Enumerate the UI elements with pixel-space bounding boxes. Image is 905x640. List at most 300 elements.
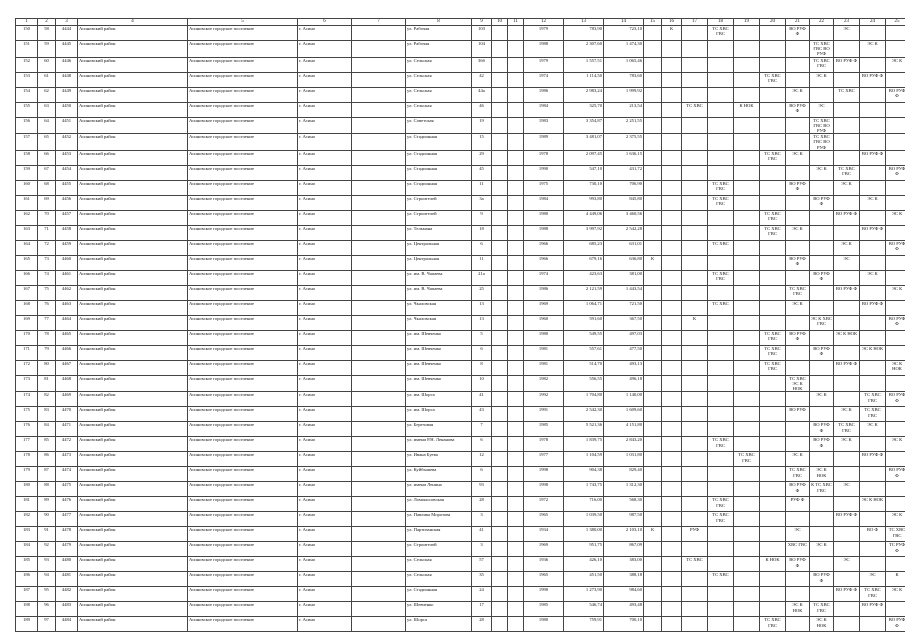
- work-cell: [644, 557, 662, 572]
- empty-cell: [352, 437, 406, 452]
- building-id: 4460: [56, 255, 78, 270]
- work-cell: [734, 407, 760, 422]
- empty-cell: [492, 255, 508, 270]
- work-cell: [860, 210, 886, 225]
- work-cell: [708, 482, 734, 497]
- building-id: 4464: [56, 315, 78, 330]
- living-area-cell: 493,48: [604, 602, 644, 617]
- settlement-cell: Асиновское городское поселение: [188, 527, 298, 542]
- total-area-cell: 3 997,92: [564, 225, 604, 240]
- empty-cell: [352, 255, 406, 270]
- work-cell: [810, 557, 834, 572]
- empty-cell: [508, 407, 524, 422]
- building-id: 4450: [56, 102, 78, 117]
- work-cell: ТС ХВС ГВС: [708, 195, 734, 210]
- empty-cell: [508, 527, 524, 542]
- settlement-cell: Асиновское городское поселение: [188, 225, 298, 240]
- city-cell: г. Асино: [298, 497, 352, 512]
- empty-cell: [352, 527, 406, 542]
- house-number-cell: 46: [472, 102, 492, 117]
- empty-cell: [508, 330, 524, 345]
- sub-number: 82: [38, 392, 56, 407]
- empty-cell: [352, 392, 406, 407]
- district-cell: Асиновский район: [78, 150, 188, 165]
- work-cell: [682, 497, 708, 512]
- work-cell: ЭС К НОК: [886, 360, 905, 375]
- work-cell: [682, 117, 708, 134]
- work-cell: [860, 117, 886, 134]
- header-row: [16, 19, 905, 26]
- total-area-cell: 1 273,90: [564, 587, 604, 602]
- work-cell: [734, 557, 760, 572]
- work-cell: [644, 240, 662, 255]
- row-number: 188: [16, 602, 38, 617]
- table-row: [16, 467, 905, 482]
- work-cell: [682, 437, 708, 452]
- total-area-cell: 783,90: [564, 26, 604, 41]
- empty-cell: [508, 422, 524, 437]
- work-cell: ВО РУФ Ф: [860, 452, 886, 467]
- table-row: [16, 134, 905, 151]
- work-cell: [860, 360, 886, 375]
- city-cell: г. Асино: [298, 330, 352, 345]
- work-cell: [834, 41, 860, 58]
- work-cell: [682, 512, 708, 527]
- city-cell: г. Асино: [298, 210, 352, 225]
- table-row: [16, 180, 905, 195]
- year-cell: 1988: [524, 225, 564, 240]
- work-cell: [760, 195, 786, 210]
- work-cell: [734, 72, 760, 87]
- work-cell: ЭС: [834, 482, 860, 497]
- work-cell: [786, 617, 810, 632]
- work-cell: [644, 452, 662, 467]
- house-number-cell: 3: [472, 512, 492, 527]
- work-cell: [734, 26, 760, 41]
- settlement-cell: Асиновское городское поселение: [188, 360, 298, 375]
- empty-cell: [508, 602, 524, 617]
- column-number-header: 3: [56, 19, 78, 26]
- work-cell: [886, 557, 905, 572]
- work-cell: ВО РУФ Ф: [834, 512, 860, 527]
- year-cell: 1983: [524, 117, 564, 134]
- work-cell: ТС ХВС ГВС: [708, 497, 734, 512]
- work-cell: ТС ХВС ГВС: [708, 512, 734, 527]
- row-number: 150: [16, 26, 38, 41]
- total-area-cell: 5 521,36: [564, 422, 604, 437]
- work-cell: ВО РУФ Ф: [860, 300, 886, 315]
- table-row: [16, 557, 905, 572]
- work-cell: [886, 41, 905, 58]
- total-area-cell: 549,55: [564, 330, 604, 345]
- work-cell: [662, 360, 682, 375]
- building-id: 4478: [56, 527, 78, 542]
- work-cell: ЭС К: [886, 587, 905, 602]
- row-number: 183: [16, 527, 38, 542]
- total-area-cell: 904,38: [564, 467, 604, 482]
- house-number-cell: 6: [472, 240, 492, 255]
- work-cell: [834, 527, 860, 542]
- work-cell: ВО РУФ Ф: [860, 150, 886, 165]
- empty-cell: [492, 360, 508, 375]
- empty-cell: [492, 482, 508, 497]
- work-cell: [760, 270, 786, 285]
- work-cell: [662, 240, 682, 255]
- table-row: [16, 195, 905, 210]
- empty-cell: [492, 102, 508, 117]
- street-cell: ул. Рабочая: [406, 26, 472, 41]
- work-cell: [662, 330, 682, 345]
- sub-number: 87: [38, 467, 56, 482]
- total-area-cell: 546,74: [564, 602, 604, 617]
- work-cell: [662, 180, 682, 195]
- work-cell: [860, 165, 886, 180]
- street-cell: ул. Тельмана: [406, 225, 472, 240]
- year-cell: 1979: [524, 26, 564, 41]
- sub-number: 72: [38, 240, 56, 255]
- row-number: 170: [16, 330, 38, 345]
- work-cell: ТС ХВС ГВС: [708, 270, 734, 285]
- street-cell: ул. Советская: [406, 117, 472, 134]
- empty-cell: [492, 41, 508, 58]
- street-cell: ул. имени Ленина: [406, 482, 472, 497]
- work-cell: ЭС К: [834, 437, 860, 452]
- empty-cell: [352, 180, 406, 195]
- work-cell: [760, 117, 786, 134]
- row-number: 157: [16, 134, 38, 151]
- work-cell: [860, 437, 886, 452]
- city-cell: г. Асино: [298, 572, 352, 587]
- year-cell: 1980: [524, 617, 564, 632]
- work-cell: [734, 300, 760, 315]
- house-number-cell: 41: [472, 392, 492, 407]
- total-area-cell: 557,61: [564, 345, 604, 360]
- work-cell: [786, 165, 810, 180]
- work-cell: [644, 285, 662, 300]
- work-cell: ВО РУФ Ф: [886, 240, 905, 255]
- empty-cell: [492, 330, 508, 345]
- work-cell: [682, 330, 708, 345]
- work-cell: ЭС К: [786, 87, 810, 102]
- work-cell: ВО РУФ Ф: [786, 255, 810, 270]
- work-cell: [834, 467, 860, 482]
- city-cell: г. Асино: [298, 72, 352, 87]
- living-area-cell: 1 443,54: [604, 285, 644, 300]
- column-number-header: 10: [492, 19, 508, 26]
- house-number-cell: 15: [472, 134, 492, 151]
- work-cell: [760, 165, 786, 180]
- work-cell: [734, 392, 760, 407]
- street-cell: ул. Стадионная: [406, 180, 472, 195]
- total-area-cell: 716,00: [564, 497, 604, 512]
- work-cell: ЭС: [860, 572, 886, 587]
- building-id: 4480: [56, 557, 78, 572]
- house-number-cell: 19: [472, 117, 492, 134]
- house-number-cell: 21а: [472, 270, 492, 285]
- work-cell: ЭС К: [834, 407, 860, 422]
- empty-cell: [352, 330, 406, 345]
- work-cell: [886, 270, 905, 285]
- work-cell: К: [644, 527, 662, 542]
- work-cell: [662, 617, 682, 632]
- work-cell: [810, 497, 834, 512]
- work-cell: [682, 300, 708, 315]
- work-cell: [834, 572, 860, 587]
- street-cell: ул. Куйбышева: [406, 467, 472, 482]
- street-cell: ул. имени Р.Н. Ленанова: [406, 437, 472, 452]
- row-number: 172: [16, 360, 38, 375]
- table-row: [16, 300, 905, 315]
- work-cell: [682, 542, 708, 557]
- work-cell: [682, 407, 708, 422]
- empty-cell: [492, 375, 508, 392]
- work-cell: [644, 572, 662, 587]
- work-cell: [886, 602, 905, 617]
- city-cell: г. Асино: [298, 195, 352, 210]
- row-number: 181: [16, 497, 38, 512]
- sub-number: 77: [38, 315, 56, 330]
- work-cell: [682, 72, 708, 87]
- house-number-cell: 13: [472, 315, 492, 330]
- table-row: [16, 512, 905, 527]
- work-cell: ТС ХВС ГВС: [860, 407, 886, 422]
- work-cell: ЭС К: [860, 422, 886, 437]
- work-cell: [860, 240, 886, 255]
- street-cell: ул. Сельская: [406, 572, 472, 587]
- empty-cell: [492, 225, 508, 240]
- year-cell: 1969: [524, 300, 564, 315]
- work-cell: [834, 102, 860, 117]
- living-area-cell: 700,10: [604, 617, 644, 632]
- work-cell: ЭС К: [786, 300, 810, 315]
- empty-cell: [492, 572, 508, 587]
- row-number: 159: [16, 165, 38, 180]
- sub-number: 89: [38, 497, 56, 512]
- work-cell: [810, 26, 834, 41]
- work-cell: ЭС К: [886, 285, 905, 300]
- work-cell: [644, 542, 662, 557]
- building-id: 4462: [56, 285, 78, 300]
- empty-cell: [492, 210, 508, 225]
- row-number: 161: [16, 195, 38, 210]
- street-cell: ул. Строителей: [406, 195, 472, 210]
- street-cell: ул. им. Шорса: [406, 392, 472, 407]
- total-area-cell: 951,75: [564, 542, 604, 557]
- work-cell: [786, 437, 810, 452]
- row-number: 156: [16, 117, 38, 134]
- total-area-cell: 1 380,00: [564, 527, 604, 542]
- city-cell: г. Асино: [298, 392, 352, 407]
- table-row: [16, 375, 905, 392]
- living-area-cell: 723,10: [604, 26, 644, 41]
- work-cell: [860, 315, 886, 330]
- year-cell: 1969: [524, 542, 564, 557]
- work-cell: [662, 72, 682, 87]
- year-cell: 1974: [524, 72, 564, 87]
- work-cell: [644, 375, 662, 392]
- work-cell: [662, 195, 682, 210]
- work-cell: [886, 102, 905, 117]
- year-cell: 1936: [524, 557, 564, 572]
- work-cell: [860, 617, 886, 632]
- empty-cell: [352, 360, 406, 375]
- work-cell: ВО РУФ Ф: [786, 482, 810, 497]
- work-cell: ТС ХВС ГВС: [760, 330, 786, 345]
- work-cell: [708, 587, 734, 602]
- sub-number: 67: [38, 165, 56, 180]
- work-cell: ВО РУФ Ф: [834, 57, 860, 72]
- year-cell: 1988: [524, 41, 564, 58]
- district-cell: Асиновский район: [78, 117, 188, 134]
- year-cell: 1980: [524, 210, 564, 225]
- work-cell: ЭС К: [886, 57, 905, 72]
- empty-cell: [352, 315, 406, 330]
- work-cell: [644, 180, 662, 195]
- empty-cell: [492, 87, 508, 102]
- work-cell: [786, 134, 810, 151]
- empty-cell: [508, 392, 524, 407]
- column-number-header: 14: [604, 19, 644, 26]
- living-area-cell: 721,50: [604, 300, 644, 315]
- work-cell: [734, 345, 760, 360]
- work-cell: [644, 225, 662, 240]
- work-cell: [662, 512, 682, 527]
- work-cell: [886, 422, 905, 437]
- sub-number: 62: [38, 87, 56, 102]
- empty-cell: [492, 437, 508, 452]
- empty-cell: [492, 300, 508, 315]
- work-cell: [708, 392, 734, 407]
- row-number: 164: [16, 240, 38, 255]
- empty-cell: [352, 26, 406, 41]
- empty-cell: [508, 150, 524, 165]
- work-cell: [708, 557, 734, 572]
- work-cell: [644, 422, 662, 437]
- work-cell: [760, 285, 786, 300]
- work-cell: [662, 557, 682, 572]
- district-cell: Асиновский район: [78, 270, 188, 285]
- empty-cell: [352, 587, 406, 602]
- work-cell: [734, 617, 760, 632]
- work-cell: [760, 300, 786, 315]
- empty-cell: [492, 617, 508, 632]
- work-cell: [708, 602, 734, 617]
- work-cell: ВО РУФ Ф: [834, 360, 860, 375]
- building-id: 4474: [56, 467, 78, 482]
- work-cell: [860, 482, 886, 497]
- work-cell: ТС ХВС ГВС: [760, 345, 786, 360]
- district-cell: Асиновский район: [78, 300, 188, 315]
- work-cell: [708, 165, 734, 180]
- empty-cell: [352, 240, 406, 255]
- sub-number: 64: [38, 117, 56, 134]
- work-cell: [682, 255, 708, 270]
- city-cell: г. Асино: [298, 527, 352, 542]
- work-cell: [760, 87, 786, 102]
- street-cell: ул. Центральная: [406, 240, 472, 255]
- work-cell: [682, 225, 708, 240]
- work-cell: [734, 180, 760, 195]
- table-row: [16, 437, 905, 452]
- district-cell: Асиновский район: [78, 210, 188, 225]
- building-id: 4479: [56, 542, 78, 557]
- work-cell: ТС ХВС: [708, 300, 734, 315]
- work-cell: ТС ХВС ГВС: [860, 392, 886, 407]
- empty-cell: [508, 572, 524, 587]
- total-area-cell: 679,16: [564, 255, 604, 270]
- work-cell: [662, 225, 682, 240]
- work-cell: [786, 587, 810, 602]
- work-cell: [760, 57, 786, 72]
- row-number: 171: [16, 345, 38, 360]
- work-cell: ЭС К: [886, 512, 905, 527]
- empty-cell: [492, 117, 508, 134]
- empty-cell: [492, 587, 508, 602]
- work-cell: [662, 587, 682, 602]
- table-row: [16, 117, 905, 134]
- work-cell: ВО РУФ Ф: [886, 315, 905, 330]
- empty-cell: [508, 26, 524, 41]
- living-area-cell: 2 843,20: [604, 437, 644, 452]
- street-cell: ул. Центральная: [406, 255, 472, 270]
- sub-number: 76: [38, 300, 56, 315]
- year-cell: 1985: [524, 422, 564, 437]
- work-cell: ЭС К: [786, 225, 810, 240]
- empty-cell: [352, 452, 406, 467]
- work-cell: [734, 375, 760, 392]
- work-cell: [786, 512, 810, 527]
- row-number: 177: [16, 437, 38, 452]
- table-row: [16, 407, 905, 422]
- total-area-cell: 2 983,24: [564, 87, 604, 102]
- year-cell: 1990: [524, 587, 564, 602]
- work-cell: [760, 602, 786, 617]
- work-cell: [644, 102, 662, 117]
- district-cell: Асиновский район: [78, 360, 188, 375]
- work-cell: [734, 41, 760, 58]
- street-cell: ул. Чкаловская: [406, 300, 472, 315]
- house-number-cell: 5: [472, 330, 492, 345]
- empty-cell: [492, 542, 508, 557]
- work-cell: [760, 26, 786, 41]
- settlement-cell: Асиновское городское поселение: [188, 452, 298, 467]
- work-cell: ТС ХВС ГВС ВО РУФ: [810, 41, 834, 58]
- work-cell: [708, 134, 734, 151]
- building-id: 4473: [56, 452, 78, 467]
- work-cell: [662, 497, 682, 512]
- work-cell: [662, 87, 682, 102]
- work-cell: ТС ХВС ГВС: [760, 360, 786, 375]
- work-cell: ВО РУФ Ф: [834, 210, 860, 225]
- work-cell: [644, 512, 662, 527]
- city-cell: г. Асино: [298, 512, 352, 527]
- year-cell: 1986: [524, 87, 564, 102]
- living-area-cell: 1 031,80: [604, 452, 644, 467]
- work-cell: [834, 375, 860, 392]
- work-cell: [662, 315, 682, 330]
- work-cell: [834, 602, 860, 617]
- sub-number: 63: [38, 102, 56, 117]
- sub-number: 66: [38, 150, 56, 165]
- year-cell: 1974: [524, 270, 564, 285]
- total-area-cell: 1 839,75: [564, 437, 604, 452]
- living-area-cell: 1 312,30: [604, 482, 644, 497]
- work-cell: [682, 602, 708, 617]
- sub-number: 61: [38, 72, 56, 87]
- empty-cell: [508, 482, 524, 497]
- work-cell: [644, 392, 662, 407]
- total-area-cell: 4 449,06: [564, 210, 604, 225]
